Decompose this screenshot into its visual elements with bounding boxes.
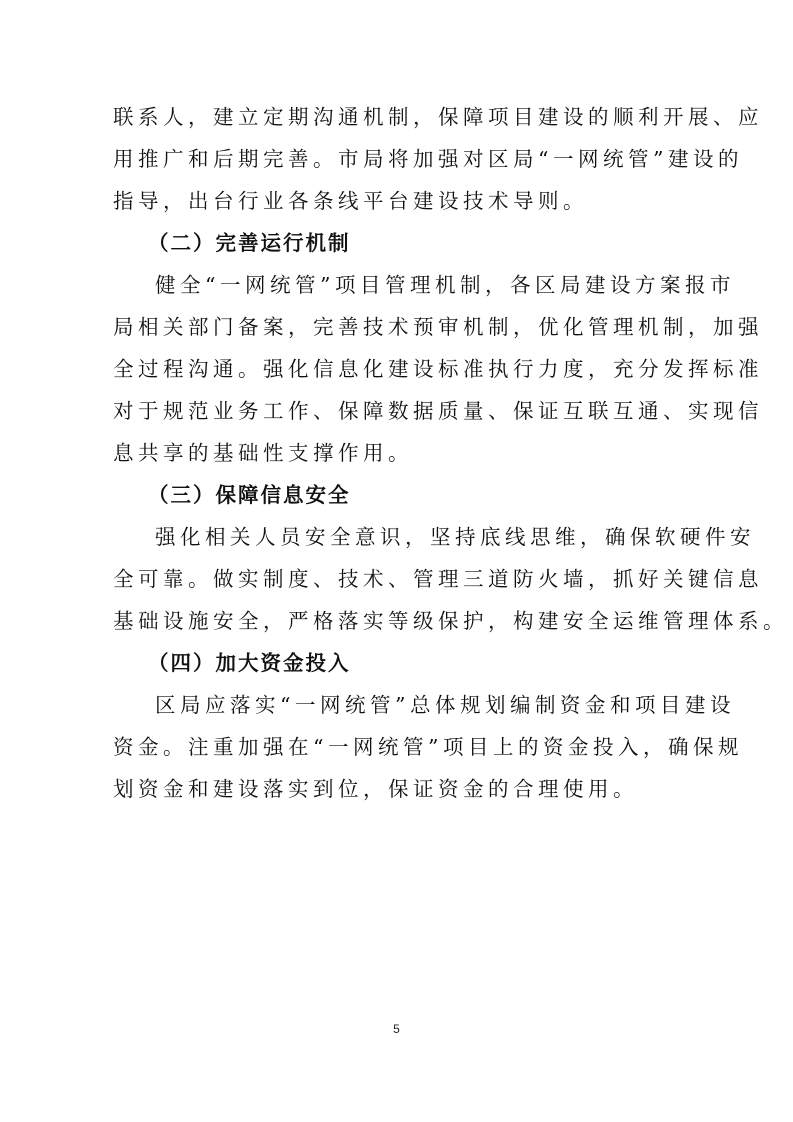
section-heading-4: （四）加大资金投入 bbox=[148, 651, 351, 675]
body-text-line: 局相关部门备案，完善技术预审机制，优化管理机制，加强 bbox=[113, 315, 763, 339]
body-text-line: 用推广和后期完善。市局将加强对区局“一网统管”建设的 bbox=[113, 147, 743, 171]
section-heading-2: （二）完善运行机制 bbox=[148, 231, 351, 255]
body-text-line: 资金。注重加强在“一网统管”项目上的资金投入，确保规 bbox=[113, 735, 743, 759]
body-text-line: 全过程沟通。强化信息化建设标准执行力度，充分发挥标准 bbox=[113, 357, 763, 381]
section-heading-3: （三）保障信息安全 bbox=[148, 483, 351, 507]
body-text-line: 基础设施安全，严格落实等级保护，构建安全运维管理体系。 bbox=[113, 609, 788, 633]
body-text-line: 对于规范业务工作、保障数据质量、保证互联互通、实现信 bbox=[113, 399, 763, 423]
body-text-line: 全可靠。做实制度、技术、管理三道防火墙，抓好关键信息 bbox=[113, 567, 763, 591]
body-text-line: 划资金和建设落实到位，保证资金的合理使用。 bbox=[113, 777, 638, 801]
body-text-line: 息共享的基础性支撑作用。 bbox=[113, 441, 413, 465]
body-text-line: 联系人，建立定期沟通机制，保障项目建设的顺利开展、应 bbox=[113, 105, 763, 129]
page-number: 5 bbox=[393, 1022, 400, 1036]
body-text-line: 区局应落实“一网统管”总体规划编制资金和项目建设 bbox=[155, 693, 735, 717]
body-text-line: 指导，出台行业各条线平台建设技术导则。 bbox=[113, 189, 588, 213]
body-text-line: 健全“一网统管”项目管理机制，各区局建设方案报市 bbox=[155, 273, 735, 297]
body-text-line: 强化相关人员安全意识，坚持底线思维，确保软硬件安 bbox=[155, 525, 755, 549]
